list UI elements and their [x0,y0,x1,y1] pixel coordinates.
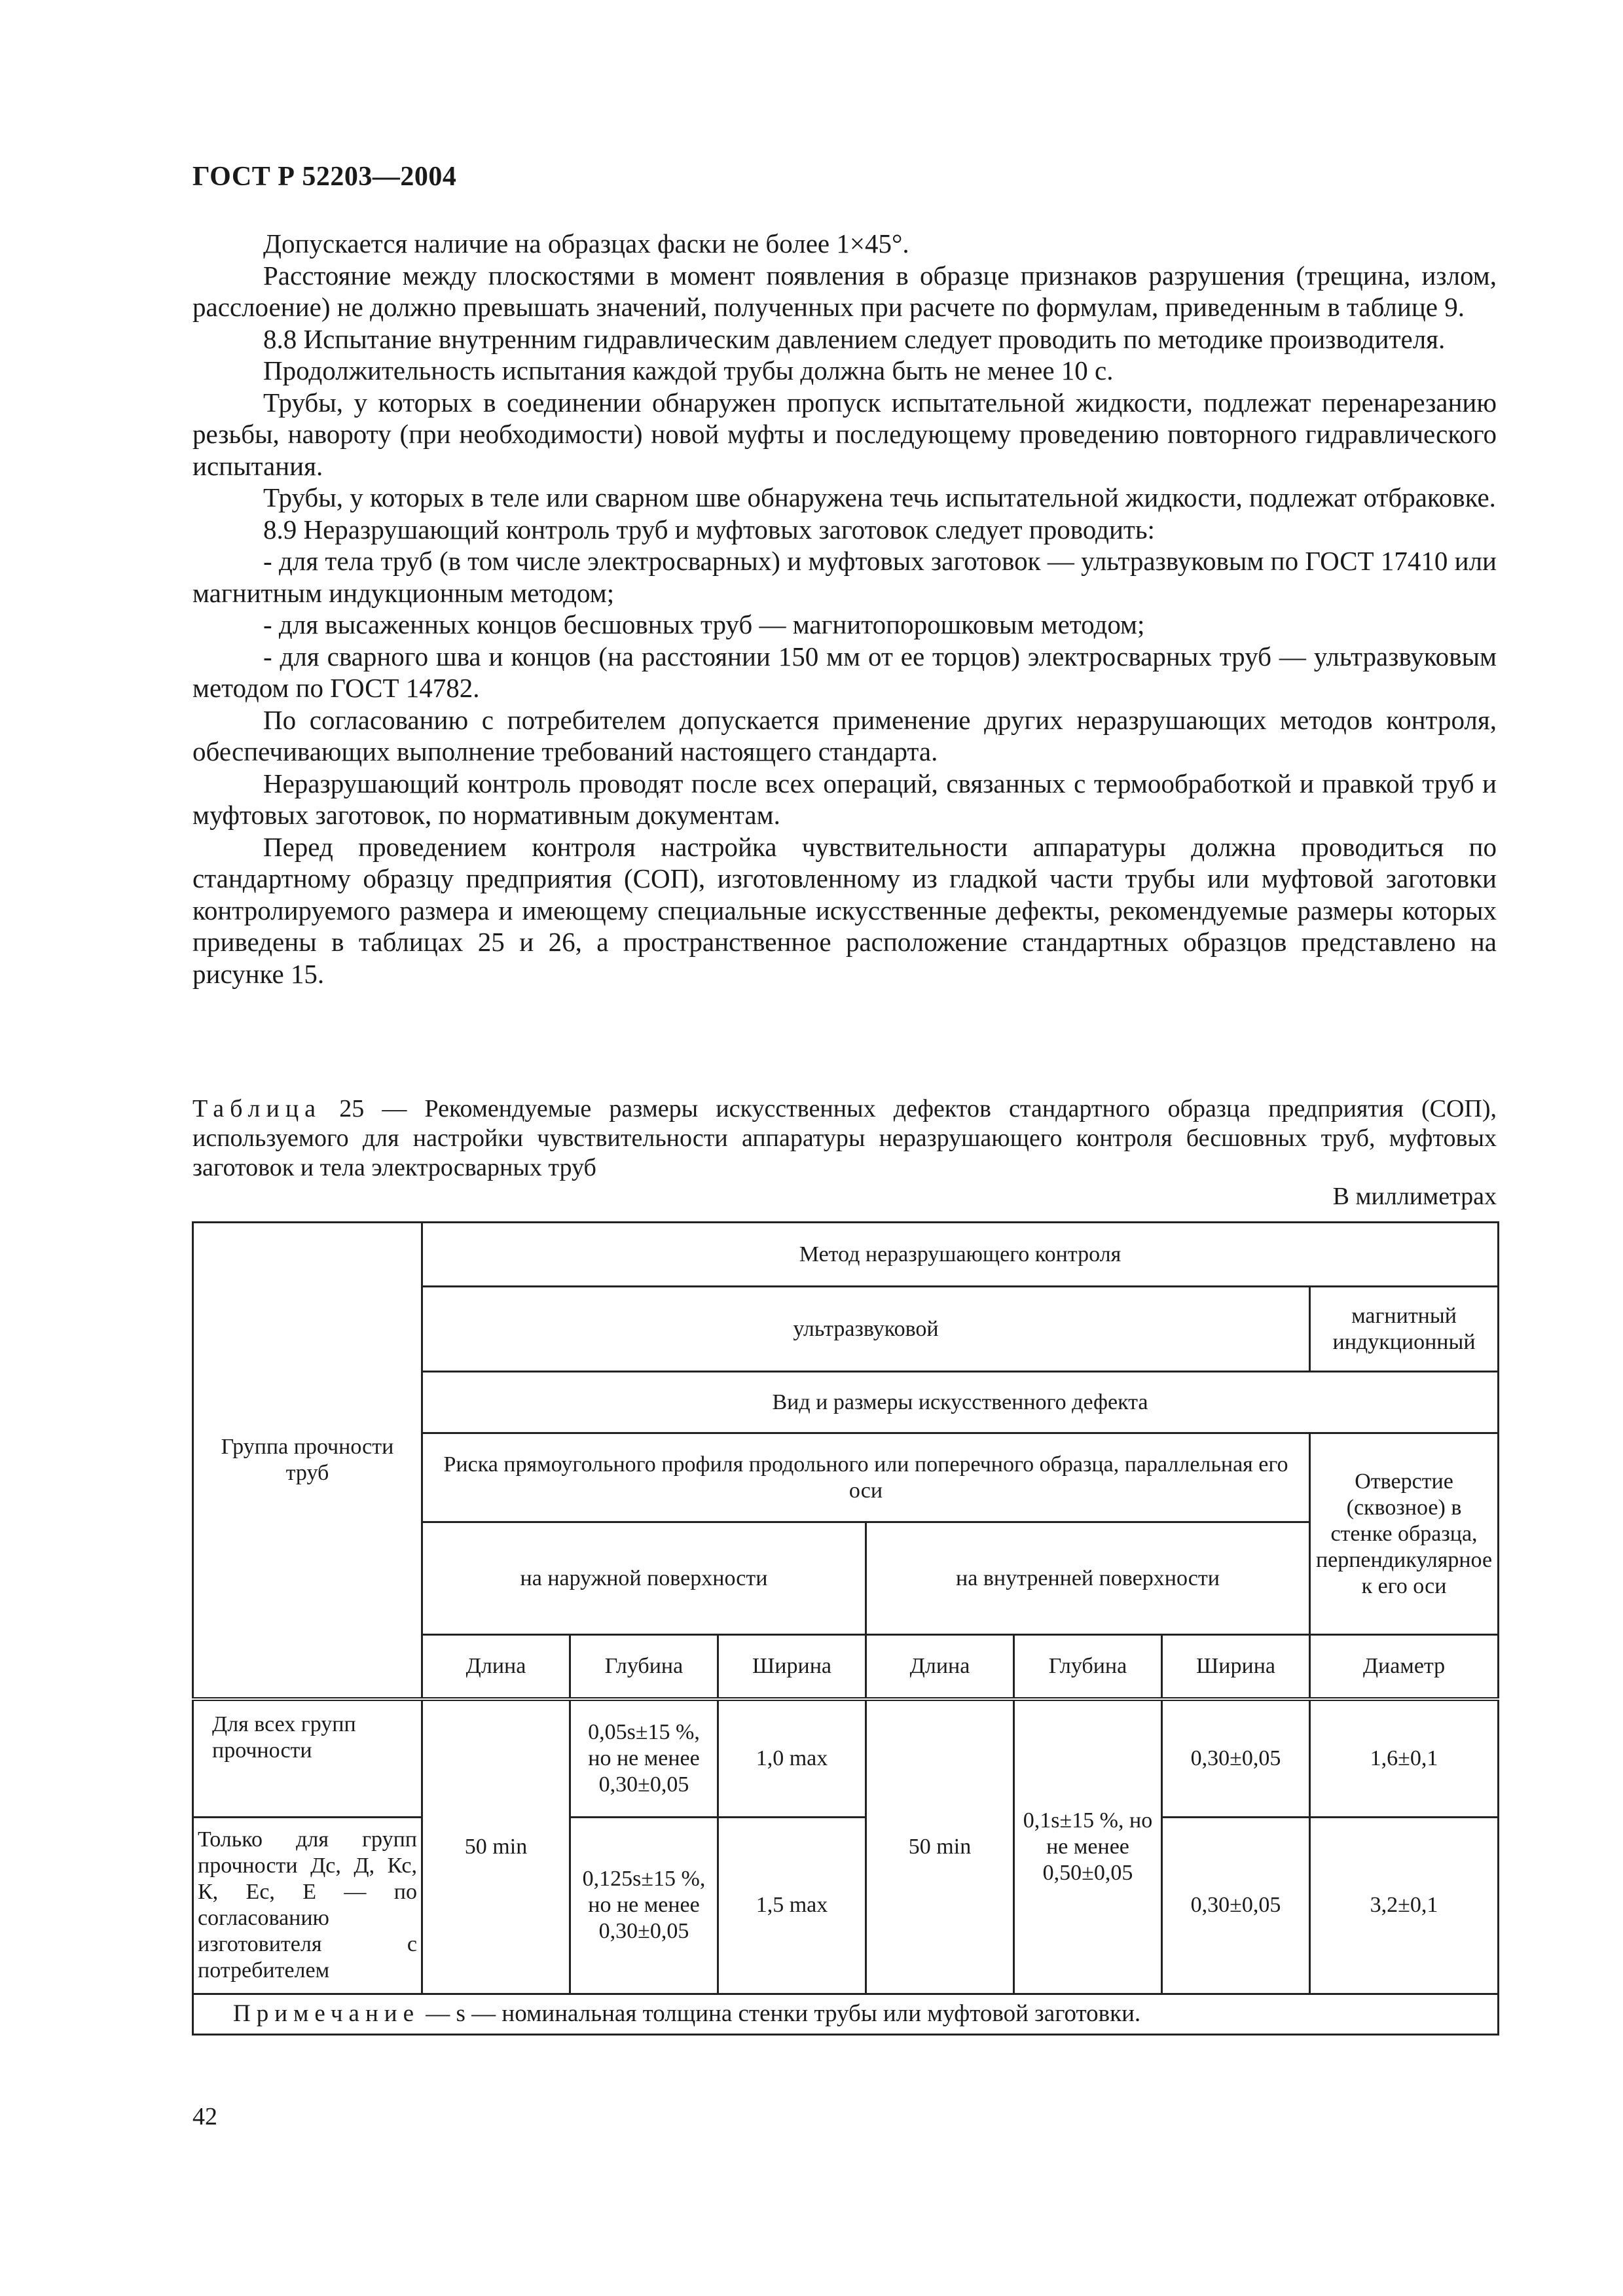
paragraph: По согласованию с потребителем допускается применение других неразрушающих методов контроля, обеспечивающих выполнение требований настоящего стандарта. [192,704,1497,766]
header-length: Длина [422,1635,570,1699]
table-25 [192,1221,1499,2036]
header-ultrasonic: ультразвуковой [422,1287,1310,1372]
header-group: Группа прочности труб [193,1223,422,1700]
header-notch: Риска прямоугольного профиля продольного или поперечного образца, параллельная его оси [422,1433,1310,1522]
body-text [192,228,1497,990]
table-caption-label: Таблица [192,1095,322,1122]
cell-outer-width: 1,5 max [718,1817,866,1994]
header-depth: Глубина [570,1635,718,1699]
cell-outer-length: 50 min [422,1699,570,1994]
paragraph: Перед проведением контроля настройка чувствительности аппаратуры должна проводиться по стандартному образцу предприятия (СОП), изготовленному из гладкой части трубы или муфтовой заготовки контролируемого размера и имеющему специальные искусственные дефекты, рекомендуемые размеры которых приведены в таблицах 25 и 26, а пространственное расположение стандартных образцов представлено на рисунке 15. [192,831,1497,989]
paragraph: Трубы, у которых в соединении обнаружен пропуск испытательной жидкости, подлежат перенарезанию резьбы, навороту (при необходимости) новой муфты и последующему проведению повторного гидравлического испытания. [192,387,1497,481]
header-width: Ширина [718,1635,866,1699]
paragraph: Неразрушающий контроль проводят после всех операций, связанных с термообработкой и правкой труб и муфтовых заготовок, по нормативным документам. [192,768,1497,830]
cell-diameter: 3,2±0,1 [1310,1817,1499,1994]
table-caption-text: 25 — Рекомендуемые размеры искусственных дефектов стандартного образца предприятия (СОП), используемого для настройки чувствительности аппаратуры неразрушающего контроля бесшовных труб, муфтовых заготовок и тела электросварных труб [192,1095,1497,1181]
document-header: ГОСТ Р 52203—2004 [192,162,457,192]
paragraph: 8.8 Испытание внутренним гидравлическим давлением следует проводить по методике производителя. [263,323,1446,354]
header-outer-surface: на наружной поверхности [422,1522,866,1635]
note-text: — s — номинальная толщина стенки трубы или муфтовой заготовки. [426,2000,1141,2028]
header-method: Метод неразрушающего контроля [422,1223,1499,1287]
list-item: - для высаженных концов бесшовных труб — магнитопорошковым методом; [263,609,1145,639]
paragraph: 8.9 Неразрушающий контроль труб и муфтовых заготовок следует проводить: [263,514,1155,545]
note-label: Примечание [233,2000,420,2028]
list-item: - для тела труб (в том числе электросварных) и муфтовых заготовок — ультразвуковым по ГОСТ 17410 или магнитным индукционным методом; [192,546,1497,608]
paragraph: Допускается наличие на образцах фаски не более 1×45°. [263,228,909,259]
header-width: Ширина [1162,1635,1310,1699]
cell-outer-depth: 0,05s±15 %, но не менее 0,30±0,05 [570,1699,718,1817]
header-diameter: Диаметр [1310,1635,1499,1699]
cell-outer-width: 1,0 max [718,1699,866,1817]
table-units: В миллиметрах [1332,1183,1497,1210]
paragraph: Расстояние между плоскостями в момент появления в образце признаков разрушения (трещина, излом, расслоение) не должно превышать значений, полученных при расчете по формулам, приведенным в таблице 9. [192,260,1497,322]
cell-outer-depth: 0,125s±15 %, но не менее 0,30±0,05 [570,1817,718,1994]
row-group-all [193,1699,422,1817]
list-item: - для сварного шва и концов (на расстоянии 150 мм от ее торцов) электросварных труб — ультразвуковым методом по ГОСТ 14782. [192,641,1497,703]
cell-inner-length: 50 min [866,1699,1014,1994]
paragraph: Продолжительность испытания каждой трубы должна быть не менее 10 с. [263,355,1114,386]
header-hole: Отверстие (сквозное) в стенке образца, перпендикулярное к его оси [1310,1433,1499,1635]
paragraph: Трубы, у которых в теле или сварном шве обнаружена течь испытательной жидкости, подлежат отбраковке. [263,482,1496,512]
header-magnetic: магнитный индукционный [1310,1287,1499,1372]
cell-inner-depth: 0,1s±15 %, но не менее 0,50±0,05 [1014,1699,1162,1994]
header-defect-kind: Вид и размеры искусственного дефекта [422,1372,1499,1433]
cell-inner-width: 0,30±0,05 [1162,1699,1310,1817]
header-length: Длина [866,1635,1014,1699]
row-group-selected: Только для групп прочности Дс, Д, Кс, К, Ес, Е — по согласованию изготовителя с потребителем [193,1817,422,1994]
header-depth: Глубина [1014,1635,1162,1699]
row-group-label: Для всех групп прочности [212,1712,356,1763]
cell-diameter: 1,6±0,1 [1310,1699,1499,1817]
table-note [193,1994,1499,2034]
cell-inner-width: 0,30±0,05 [1162,1817,1310,1994]
header-inner-surface: на внутренней поверхности [866,1522,1310,1635]
table-caption [192,1094,1497,1183]
page-number: 42 [192,2103,217,2130]
